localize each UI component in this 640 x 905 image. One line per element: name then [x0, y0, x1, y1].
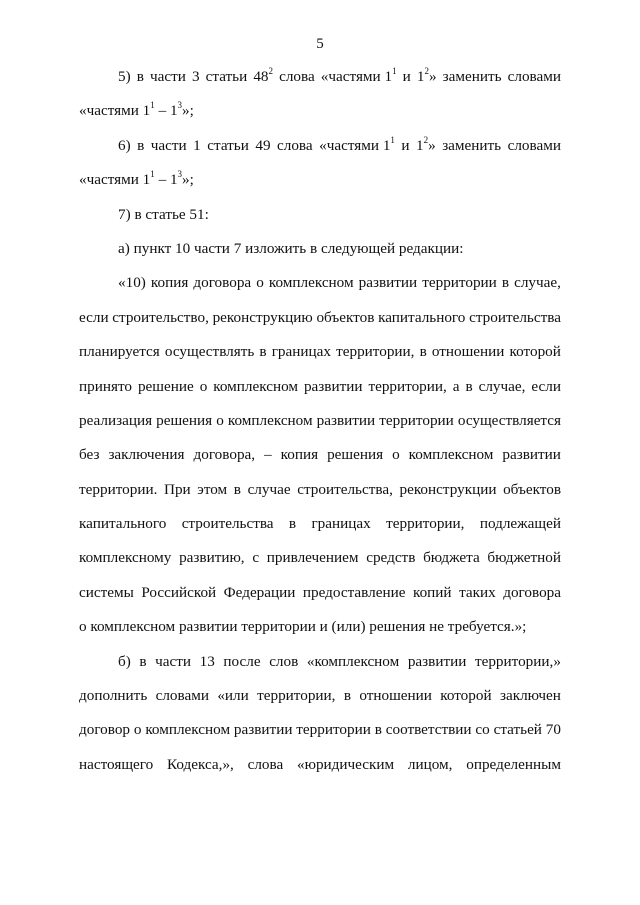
- word: случае,: [478, 377, 526, 395]
- word: словами: [507, 136, 561, 154]
- page-number: 5: [316, 36, 324, 52]
- word: словами: [507, 68, 561, 85]
- word: определенным: [466, 755, 561, 773]
- word: отношении: [431, 343, 505, 361]
- word: развитии: [502, 446, 561, 464]
- word: б): [118, 652, 131, 670]
- text-line: [79, 576, 561, 610]
- word: в: [374, 721, 382, 739]
- word: территории,: [257, 687, 336, 705]
- document-body: [79, 60, 561, 782]
- word: комплексном: [268, 274, 354, 292]
- word: в: [419, 343, 427, 361]
- word: в: [139, 652, 147, 670]
- text-line: [79, 301, 561, 335]
- text-line: [79, 438, 561, 472]
- word: части: [155, 652, 192, 670]
- superscript: 2: [424, 65, 429, 76]
- word: объектов: [316, 308, 375, 326]
- word-with-superscript: [417, 60, 437, 94]
- word: 3: [191, 68, 200, 85]
- quoted-paragraph-last-line: о комплексном развитии территории и (или) решения не требуется.»;: [79, 618, 527, 636]
- word: со: [475, 721, 490, 739]
- word-base: 1: [416, 136, 424, 154]
- word: случае: [247, 480, 291, 498]
- text-segment: – 1: [154, 102, 178, 120]
- word: 5): [118, 68, 131, 85]
- word: заключен: [499, 687, 561, 705]
- word: комплексном: [408, 446, 494, 464]
- word-base: 48: [253, 68, 269, 85]
- paragraph-item-5-line-2: [79, 94, 561, 128]
- word: заменить: [442, 68, 502, 85]
- word: «или: [217, 687, 249, 705]
- superscript: 1: [150, 169, 155, 180]
- paragraph-item-6-line-2: [79, 163, 561, 197]
- word: 70: [545, 721, 561, 739]
- word: развитии: [358, 274, 418, 292]
- text-line: [79, 404, 561, 438]
- word: и: [402, 68, 411, 85]
- word: которой: [440, 687, 492, 705]
- word: договор: [79, 721, 131, 739]
- word: слова: [277, 136, 313, 154]
- word: в: [465, 377, 473, 395]
- text-line: [79, 713, 561, 747]
- word: статьей: [493, 721, 542, 739]
- text-segment: »;: [182, 171, 194, 189]
- word: бюджета: [423, 549, 480, 567]
- word: которой: [509, 343, 561, 361]
- word: капитального: [79, 515, 167, 533]
- word: развитии: [316, 411, 376, 429]
- word: копия: [150, 274, 189, 292]
- word: территории,: [336, 343, 415, 361]
- superscript: 1: [392, 65, 397, 76]
- text-line: [79, 748, 561, 782]
- word: принято: [79, 377, 132, 395]
- word: При: [163, 480, 191, 498]
- paragraph-subitem-a: а) пункт 10 части 7 изложить в следующей редакции:: [118, 239, 464, 257]
- word: развитии: [303, 377, 363, 395]
- word: если: [79, 308, 109, 326]
- word: 6): [118, 136, 131, 154]
- word-with-superscript: [253, 60, 273, 94]
- word: –: [264, 446, 272, 464]
- word: планируется: [79, 343, 160, 361]
- text-segment: – 1: [154, 171, 178, 189]
- word: развитии: [233, 721, 293, 739]
- word: строительства,: [297, 480, 393, 498]
- word: в: [137, 136, 145, 154]
- word: территории,»: [474, 652, 561, 670]
- word: копия: [280, 446, 319, 464]
- word: территории.: [79, 480, 158, 498]
- word: Федерации: [223, 583, 296, 601]
- word: слов: [269, 652, 299, 670]
- text-line: [79, 507, 561, 541]
- paragraph-item-7: 7) в статье 51:: [118, 205, 209, 223]
- word: капитального: [378, 308, 466, 326]
- text-segment: «частями 1: [79, 171, 151, 189]
- word: 49: [255, 136, 271, 154]
- word-base: 1: [382, 136, 391, 154]
- word-with-superscript: [416, 129, 436, 163]
- word: настоящего: [79, 755, 154, 773]
- word: в: [136, 68, 144, 85]
- word: отношении: [359, 687, 432, 705]
- word: «10): [118, 274, 146, 292]
- word: осуществлять: [164, 343, 255, 361]
- word: реконструкции: [399, 480, 497, 498]
- text-line: [79, 473, 561, 507]
- word: без: [79, 446, 100, 464]
- word-with-superscript: [319, 129, 395, 163]
- word: статьи: [205, 68, 248, 85]
- word: о: [256, 274, 264, 292]
- word: территории,: [368, 377, 447, 395]
- word: этом: [197, 480, 228, 498]
- word: реконструкцию: [212, 308, 313, 326]
- text-line: [79, 335, 561, 369]
- word: слова: [279, 68, 315, 85]
- word: границах: [311, 515, 371, 533]
- word: статьи: [207, 136, 249, 154]
- superscript: 3: [177, 100, 183, 111]
- word: заменить: [442, 136, 502, 154]
- word-post: »: [428, 136, 436, 154]
- text-segment: »;: [182, 102, 194, 120]
- word: территории: [422, 274, 497, 292]
- word: средств: [366, 549, 416, 567]
- word: копий: [412, 583, 452, 601]
- paragraph-subitem-b: [79, 645, 561, 783]
- word: Кодекса,»,: [166, 755, 234, 773]
- word: о: [133, 721, 142, 739]
- superscript: 1: [150, 100, 155, 111]
- word: дополнить: [79, 687, 148, 705]
- word: решения: [156, 411, 213, 429]
- word: предоставление: [302, 583, 406, 601]
- word: привлечением: [266, 549, 359, 567]
- word: комплексному: [79, 549, 172, 567]
- word: 13: [199, 652, 215, 670]
- word: слова: [247, 755, 284, 773]
- word: а: [452, 377, 460, 395]
- word: части: [150, 136, 187, 154]
- word: развитии: [407, 652, 467, 670]
- word-base: 1: [416, 68, 425, 85]
- word-pre: «частями: [320, 68, 381, 85]
- word: если: [531, 377, 561, 395]
- word-pre: «частями: [319, 136, 380, 154]
- text-line: [79, 645, 561, 679]
- word: о: [199, 377, 208, 395]
- word: в: [288, 515, 297, 533]
- word: 1: [193, 136, 201, 154]
- superscript: 3: [177, 169, 183, 180]
- word: и: [401, 136, 410, 154]
- word: реализация: [79, 411, 153, 429]
- word: лицом,: [407, 755, 453, 773]
- word: о: [216, 411, 224, 429]
- word: заключения: [108, 446, 185, 464]
- word: договора,: [193, 446, 256, 464]
- text-line: [79, 370, 561, 404]
- word: решения: [327, 446, 384, 464]
- word: соответствии: [385, 721, 472, 739]
- word: строительство,: [112, 308, 209, 326]
- word: комплексном: [213, 377, 298, 395]
- word: таких: [459, 583, 496, 601]
- word: системы: [79, 583, 134, 601]
- word: решение: [137, 377, 194, 395]
- word: комплексном: [145, 721, 231, 739]
- word: части: [149, 68, 186, 85]
- word: с: [252, 549, 260, 567]
- text-segment: «частями 1: [79, 102, 151, 120]
- word: границах: [271, 343, 331, 361]
- text-line: [79, 266, 561, 300]
- word: подлежащей: [479, 515, 561, 533]
- superscript: 2: [423, 134, 429, 145]
- word: договора: [503, 583, 561, 601]
- word-base: 1: [384, 68, 393, 85]
- superscript: 1: [390, 134, 395, 145]
- paragraph-item-6-line-1: [79, 129, 561, 163]
- word: осуществляется: [457, 411, 561, 429]
- word: комплексном: [227, 411, 313, 429]
- text-line: [79, 679, 561, 713]
- word: после: [223, 652, 261, 670]
- word: случае,: [514, 274, 561, 292]
- word: «комплексном: [306, 652, 400, 670]
- word: территории: [296, 721, 371, 739]
- word: строительства: [469, 308, 561, 326]
- word: строительства: [181, 515, 274, 533]
- word: в: [343, 687, 351, 705]
- word: объектов: [503, 480, 561, 498]
- paragraph-item-5-line-1: [79, 60, 561, 94]
- word: «юридическим: [297, 755, 395, 773]
- word-with-superscript: [321, 60, 397, 94]
- word: договора: [193, 274, 252, 292]
- word: бюджетной: [487, 549, 561, 567]
- text-line: [79, 541, 561, 575]
- quoted-paragraph: [79, 266, 561, 610]
- word-post: »: [428, 68, 437, 85]
- word: в: [233, 480, 241, 498]
- word: в: [259, 343, 267, 361]
- word: территории: [379, 411, 454, 429]
- superscript: 2: [268, 65, 273, 76]
- word: в: [501, 274, 510, 292]
- word: словами: [155, 687, 209, 705]
- word: развитию,: [179, 549, 245, 567]
- word: территории,: [386, 515, 465, 533]
- word: о: [392, 446, 400, 464]
- word: Российской: [141, 583, 217, 601]
